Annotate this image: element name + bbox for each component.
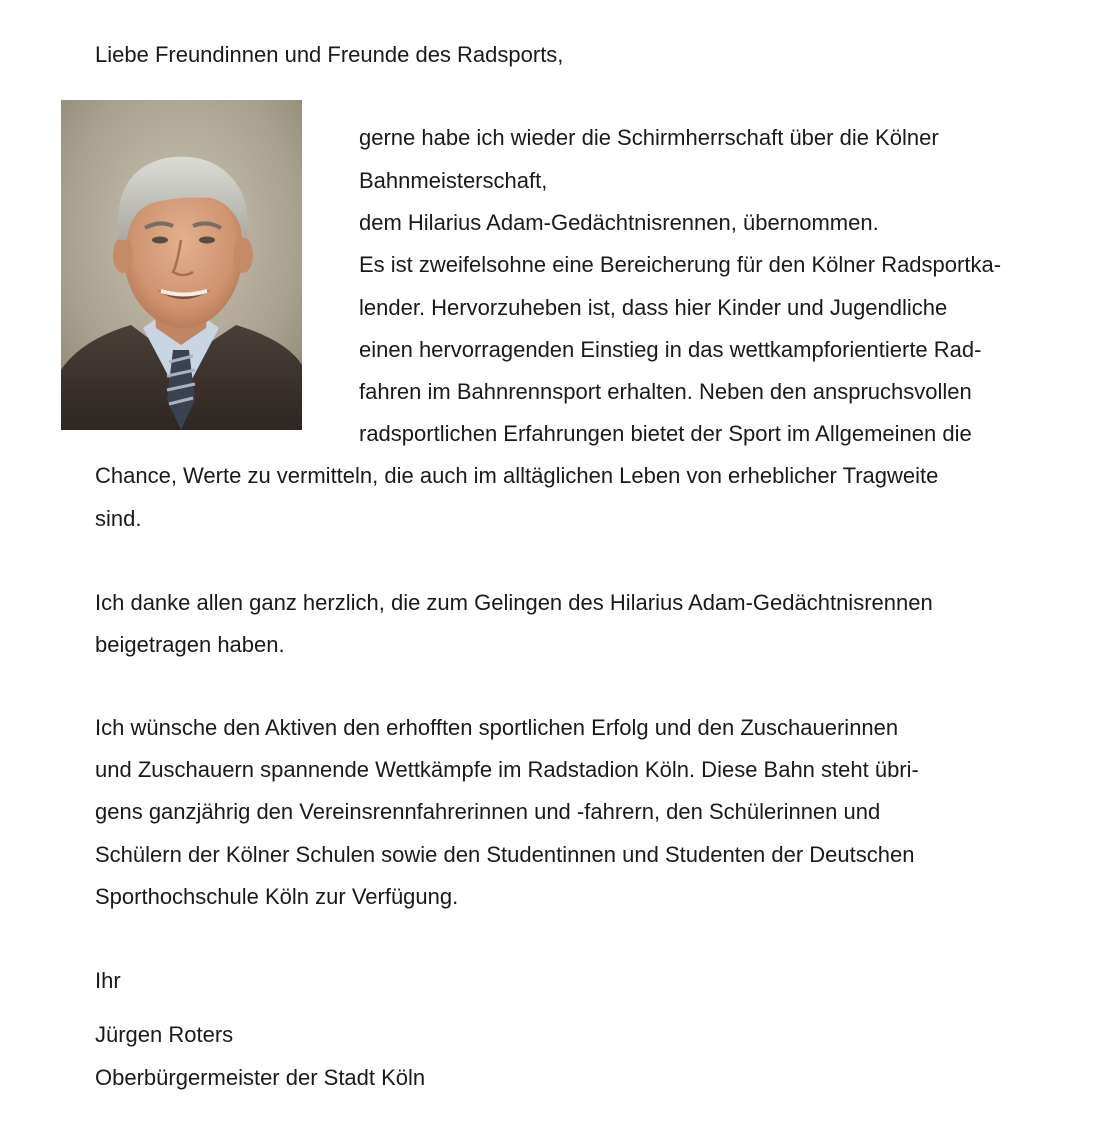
paragraph3-line-2: und Zuschauern spannende Wettkämpfe im Radstadion Köln. Diese Bahn steht übri- [95,757,919,782]
paragraph2-line-2: beigetragen haben. [95,632,285,657]
paragraph1-line-7: fahren im Bahnrennsport erhalten. Neben den anspruchsvollen [359,379,972,404]
paragraph1-line-6: einen hervorragenden Einstieg in das wettkampforientierte Rad- [359,337,982,362]
paragraph1-line-8: radsportlichen Erfahrungen bietet der Sport im Allgemeinen die [359,421,972,446]
paragraph1-line-9: Chance, Werte zu vermitteln, die auch im alltäglichen Leben von erheblicher Tragweite [95,463,939,488]
paragraph3-line-4: Schülern der Kölner Schulen sowie den Studentinnen und Studenten der Deutschen [95,842,915,867]
paragraph1-line-4: Es ist zweifelsohne eine Bereicherung für den Kölner Radsportka- [359,252,1002,277]
paragraph3-line-3: gens ganzjährig den Vereinsrennfahrerinnen und -fahrern, den Schülerinnen und [95,799,881,824]
paragraph1-line-10: sind. [95,506,142,531]
signature-name: Jürgen Roters [95,1022,234,1047]
portrait-photo [61,100,302,430]
paragraph1-line-3: dem Hilarius Adam-Gedächtnisrennen, übernommen. [359,210,879,235]
paragraph3-line-5: Sporthochschule Köln zur Verfügung. [95,884,459,909]
signature-title: Oberbürgermeister der Stadt Köln [95,1065,426,1090]
salutation: Liebe Freundinnen und Freunde des Radsports, [95,42,564,67]
paragraph1-line-2: Bahnmeisterschaft, [359,168,548,193]
paragraph3-line-1: Ich wünsche den Aktiven den erhofften sportlichen Erfolg und den Zuschauerinnen [95,715,899,740]
closing: Ihr [95,968,121,993]
paragraph2-line-1: Ich danke allen ganz herzlich, die zum Gelingen des Hilarius Adam-Gedächtnisrennen [95,590,933,615]
paragraph1-line-1: gerne habe ich wieder die Schirmherrschaft über die Kölner [359,125,939,150]
paragraph1-line-5: lender. Hervorzuheben ist, dass hier Kinder und Jugendliche [359,295,948,320]
